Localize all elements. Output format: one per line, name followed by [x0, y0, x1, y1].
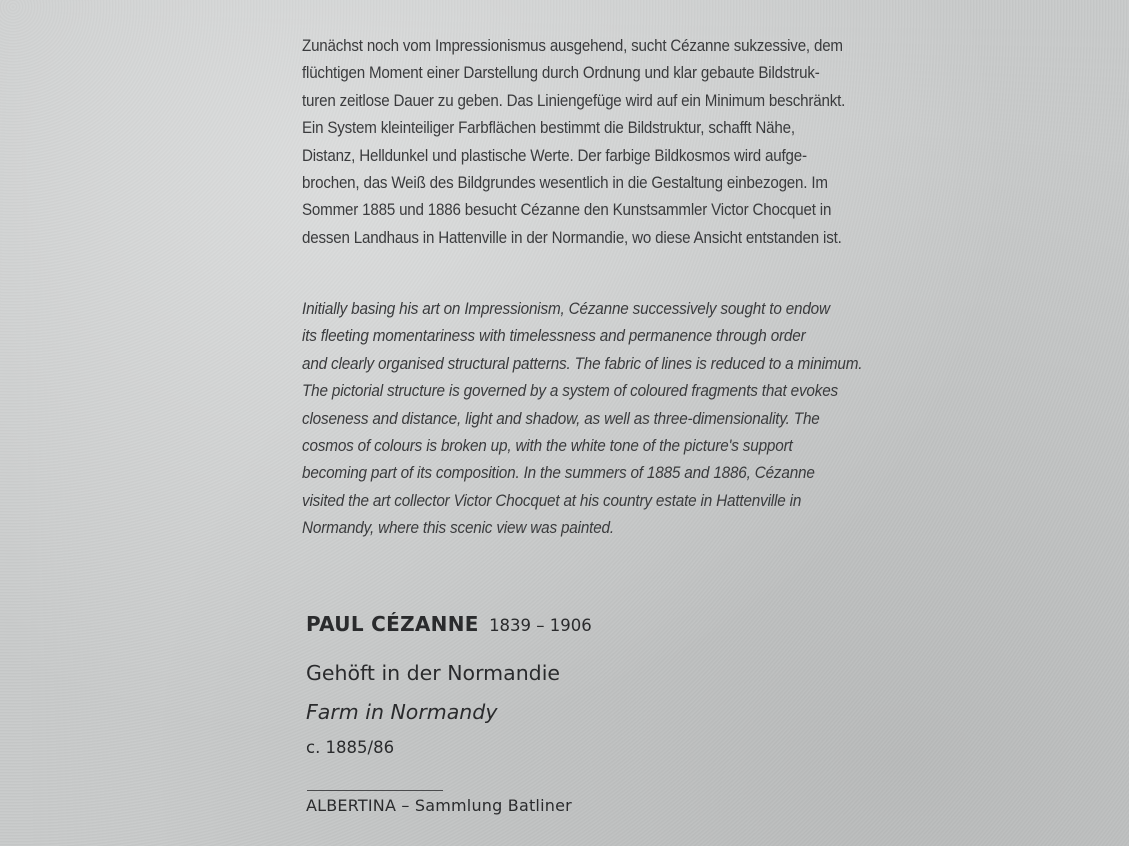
- english-description: [302, 296, 866, 543]
- german-line: dessen Landhaus in Hattenville in der Normandie, wo diese Ansicht entstanden ist.: [302, 228, 842, 247]
- collection-credit: ALBERTINA – Sammlung Batliner: [306, 796, 572, 815]
- english-line: The pictorial structure is governed by a system of coloured fragments that evokes: [302, 382, 839, 401]
- english-line: Normandy, where this scenic view was painted.: [302, 519, 614, 538]
- artwork-title-german: Gehöft in der Normandie: [306, 661, 561, 685]
- artist-name: PAUL CÉZANNE: [306, 612, 479, 636]
- german-line: Ein System kleinteiliger Farbflächen bestimmt die Bildstruktur, schafft Nähe,: [302, 119, 795, 138]
- german-line: brochen, das Weiß des Bildgrundes wesentlich in die Gestaltung einbezogen. Im: [302, 174, 828, 193]
- english-line: its fleeting momentariness with timelessness and permanence through order: [302, 327, 806, 346]
- german-description: [302, 33, 860, 252]
- english-line: closeness and distance, light and shadow, as well as three-dimensionality. The: [302, 409, 820, 428]
- artwork-date: c. 1885/86: [306, 738, 395, 757]
- german-line: Distanz, Helldunkel und plastische Werte. Der farbige Bildkosmos wird aufge-: [302, 146, 807, 165]
- english-line: and clearly organised structural patterns. The fabric of lines is reduced to a minimum.: [302, 354, 863, 373]
- artist-heading: [306, 612, 592, 636]
- german-line: flüchtigen Moment einer Darstellung durch Ordnung und klar gebaute Bildstruk-: [302, 64, 820, 83]
- english-line: visited the art collector Victor Chocquet at his country estate in Hattenville in: [302, 491, 802, 510]
- divider-line: [307, 790, 443, 791]
- german-line: Sommer 1885 und 1886 besucht Cézanne den Kunstsammler Victor Chocquet in: [302, 201, 832, 220]
- german-line: turen zeitlose Dauer zu geben. Das Liniengefüge wird auf ein Minimum beschränkt.: [302, 91, 846, 110]
- english-line: becoming part of its composition. In the summers of 1885 and 1886, Cézanne: [302, 464, 815, 483]
- artwork-title-english: Farm in Normandy: [306, 700, 498, 724]
- artist-dates: 1839 – 1906: [489, 616, 592, 635]
- english-line: cosmos of colours is broken up, with the white tone of the picture's support: [302, 437, 793, 456]
- english-line: Initially basing his art on Impressionism, Cézanne successively sought to endow: [302, 300, 830, 318]
- german-line: Zunächst noch vom Impressionismus ausgehend, sucht Cézanne sukzessive, dem: [302, 37, 843, 55]
